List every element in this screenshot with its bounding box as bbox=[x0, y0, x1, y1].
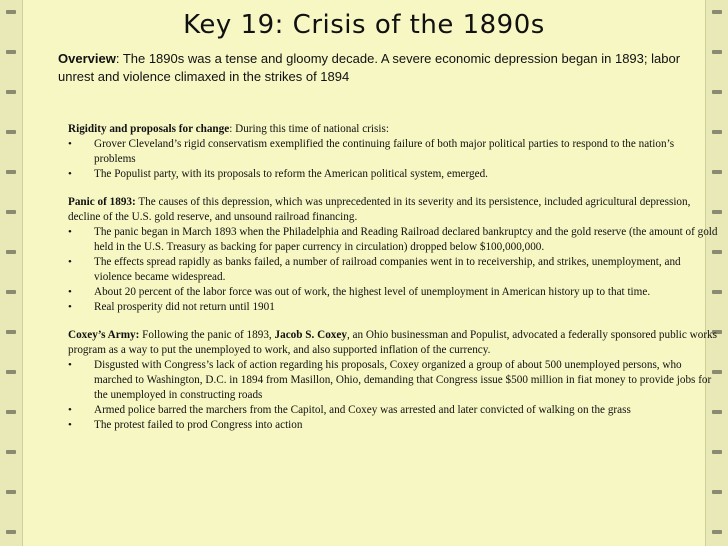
section-intro: The causes of this depression, which was unprecedented in its severity and its persistence, included agricultural depression, decline of the U.S. gold reserve, and unsound railroad financing. bbox=[68, 196, 691, 223]
section-intro: , an Ohio businessman and Populist, advocated a federally sponsored public works program as a way to put the unemployed to work, and also supported inflation of the currency. bbox=[68, 329, 717, 356]
notebook-left-binding bbox=[0, 0, 23, 546]
slide-title: Key 19: Crisis of the 1890s bbox=[183, 10, 545, 40]
binding-tab bbox=[6, 530, 16, 534]
section-panic bbox=[68, 195, 718, 225]
binding-tab bbox=[6, 370, 16, 374]
list-item: • The panic began in March 1893 when the Philadelphia and Reading Railroad declared bankruptcy and the gold reserve (the amount of gold held in the U.S. Treasury as backing for paper currency in circulation) dropped below $100,000,000. bbox=[68, 225, 718, 255]
overview-label: Overview bbox=[58, 51, 116, 66]
binding-tab bbox=[712, 450, 722, 454]
list-item: • The effects spread rapidly as banks failed, a number of railroad companies went in to receivership, and strikes, unemployment, and violence became widespread. bbox=[68, 255, 718, 285]
list-item: • Grover Cleveland’s rigid conservatism exemplified the continuing failure of both major political parties to respond to the nation’s problems bbox=[68, 137, 718, 167]
slide bbox=[30, 0, 718, 546]
binding-tab bbox=[6, 490, 16, 494]
section-coxey bbox=[68, 328, 718, 358]
overview-text: : The 1890s was a tense and gloomy decade. A severe economic depression began in 1893; labor unrest and violence climaxed in the strikes of 1894 bbox=[58, 51, 681, 84]
section-intro: : During this time of national crisis: bbox=[229, 123, 389, 135]
bullet-list bbox=[68, 225, 718, 315]
section-heading: Rigidity and proposals for change bbox=[68, 123, 230, 135]
binding-tab bbox=[6, 50, 16, 54]
binding-tab bbox=[6, 170, 16, 174]
binding-tab bbox=[712, 490, 722, 494]
bullet-list bbox=[68, 137, 718, 182]
binding-tab bbox=[6, 130, 16, 134]
binding-tab bbox=[712, 530, 722, 534]
list-item: • Armed police barred the marchers from the Capitol, and Coxey was arrested and later convicted of walking on the grass bbox=[68, 403, 718, 418]
list-item: • Real prosperity did not return until 1901 bbox=[68, 300, 718, 315]
section-intro-pre: Following the panic of 1893, bbox=[139, 329, 275, 341]
binding-tab bbox=[6, 290, 16, 294]
binding-tab bbox=[6, 90, 16, 94]
binding-tab bbox=[712, 90, 722, 94]
section-heading: Panic of 1893: bbox=[68, 196, 136, 208]
section-intro-bold: Jacob S. Coxey bbox=[274, 329, 347, 341]
overview-paragraph bbox=[58, 50, 714, 90]
list-item: • Disgusted with Congress’s lack of action regarding his proposals, Coxey organized a group of about 500 unemployed persons, who marched to Washington, D.C. in 1894 from Masillon, Ohio, demanding that Congress issue $500 million in fiat money to provide jobs for the unemployed in constructing roads bbox=[68, 358, 718, 403]
binding-tab bbox=[6, 450, 16, 454]
binding-tab bbox=[6, 330, 16, 334]
list-item: • The Populist party, with its proposals to reform the American political system, emerged. bbox=[68, 167, 718, 182]
bullet-list bbox=[68, 358, 718, 433]
binding-tab bbox=[6, 10, 16, 14]
binding-tab bbox=[6, 210, 16, 214]
binding-tab bbox=[712, 10, 722, 14]
binding-tab bbox=[6, 250, 16, 254]
section-rigidity bbox=[68, 122, 718, 137]
slide-body bbox=[68, 122, 718, 433]
list-item: • The protest failed to prod Congress into action bbox=[68, 418, 718, 433]
section-heading: Coxey’s Army: bbox=[68, 329, 140, 341]
binding-tab bbox=[6, 410, 16, 414]
list-item: • About 20 percent of the labor force was out of work, the highest level of unemployment in American history up to that time. bbox=[68, 285, 718, 300]
